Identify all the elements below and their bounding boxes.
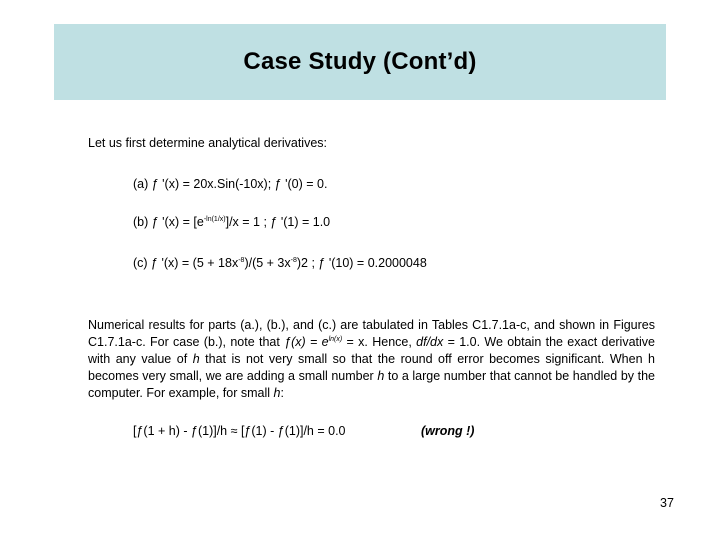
para-segment: to a large number that cannot be handled by the computer. For example, for small <box>88 369 655 400</box>
item-b-suffix: ]/x = 1 ; ƒ '(1) = 1.0 <box>225 215 331 229</box>
wrong-note: (wrong !) <box>421 424 475 438</box>
para-h: h <box>192 352 200 366</box>
para-segment: = x. Hence, <box>342 335 417 349</box>
derivative-item-c <box>133 256 427 270</box>
para-segment: that is not very small so that the round off error becomes significant. When h becomes very small, we are adding a small number <box>88 352 655 383</box>
para-dfdx: df/dx <box>416 335 444 349</box>
page-number: 37 <box>660 496 674 510</box>
slide-title: Case Study (Cont’d) <box>243 48 477 75</box>
item-c-part3: )2 ; ƒ '(10) = 0.2000048 <box>296 256 427 270</box>
item-c-exponent1: -8 <box>238 257 245 264</box>
para-fx-exponent: ln(x) <box>328 336 343 343</box>
example-formula: [ƒ(1 + h) - ƒ(1)]/h ≈ [ƒ(1) - ƒ(1)]/h = 0.0 <box>133 424 346 438</box>
para-segment: = 1.0. We obtain the exact derivative with any value of <box>88 335 655 366</box>
item-c-part1: (c) ƒ '(x) = (5 + 18x <box>133 256 239 270</box>
derivative-item-b <box>133 215 330 229</box>
para-segment: Numerical results for parts (a.), (b.), and (c.) are tabulated in Tables C1.7.1a-c, and shown in Figures C1.7.1a-c. For case (b.), note that <box>88 318 655 349</box>
intro-text: Let us first determine analytical derivatives: <box>88 136 327 150</box>
results-paragraph <box>88 317 655 402</box>
para-h: h <box>377 369 385 383</box>
para-fx: ƒ(x) = e <box>284 335 329 349</box>
para-segment: : <box>280 386 284 400</box>
item-b-prefix: (b) ƒ '(x) = [e <box>133 215 204 229</box>
title-bar <box>54 24 666 100</box>
derivative-item-a: (a) ƒ '(x) = 20x.Sin(-10x); ƒ '(0) = 0. <box>133 177 328 191</box>
item-b-exponent: -ln(1/x) <box>203 216 226 223</box>
para-h: h <box>273 386 281 400</box>
item-c-exponent2: -8 <box>290 257 297 264</box>
item-c-part2: )/(5 + 3x <box>244 256 291 270</box>
